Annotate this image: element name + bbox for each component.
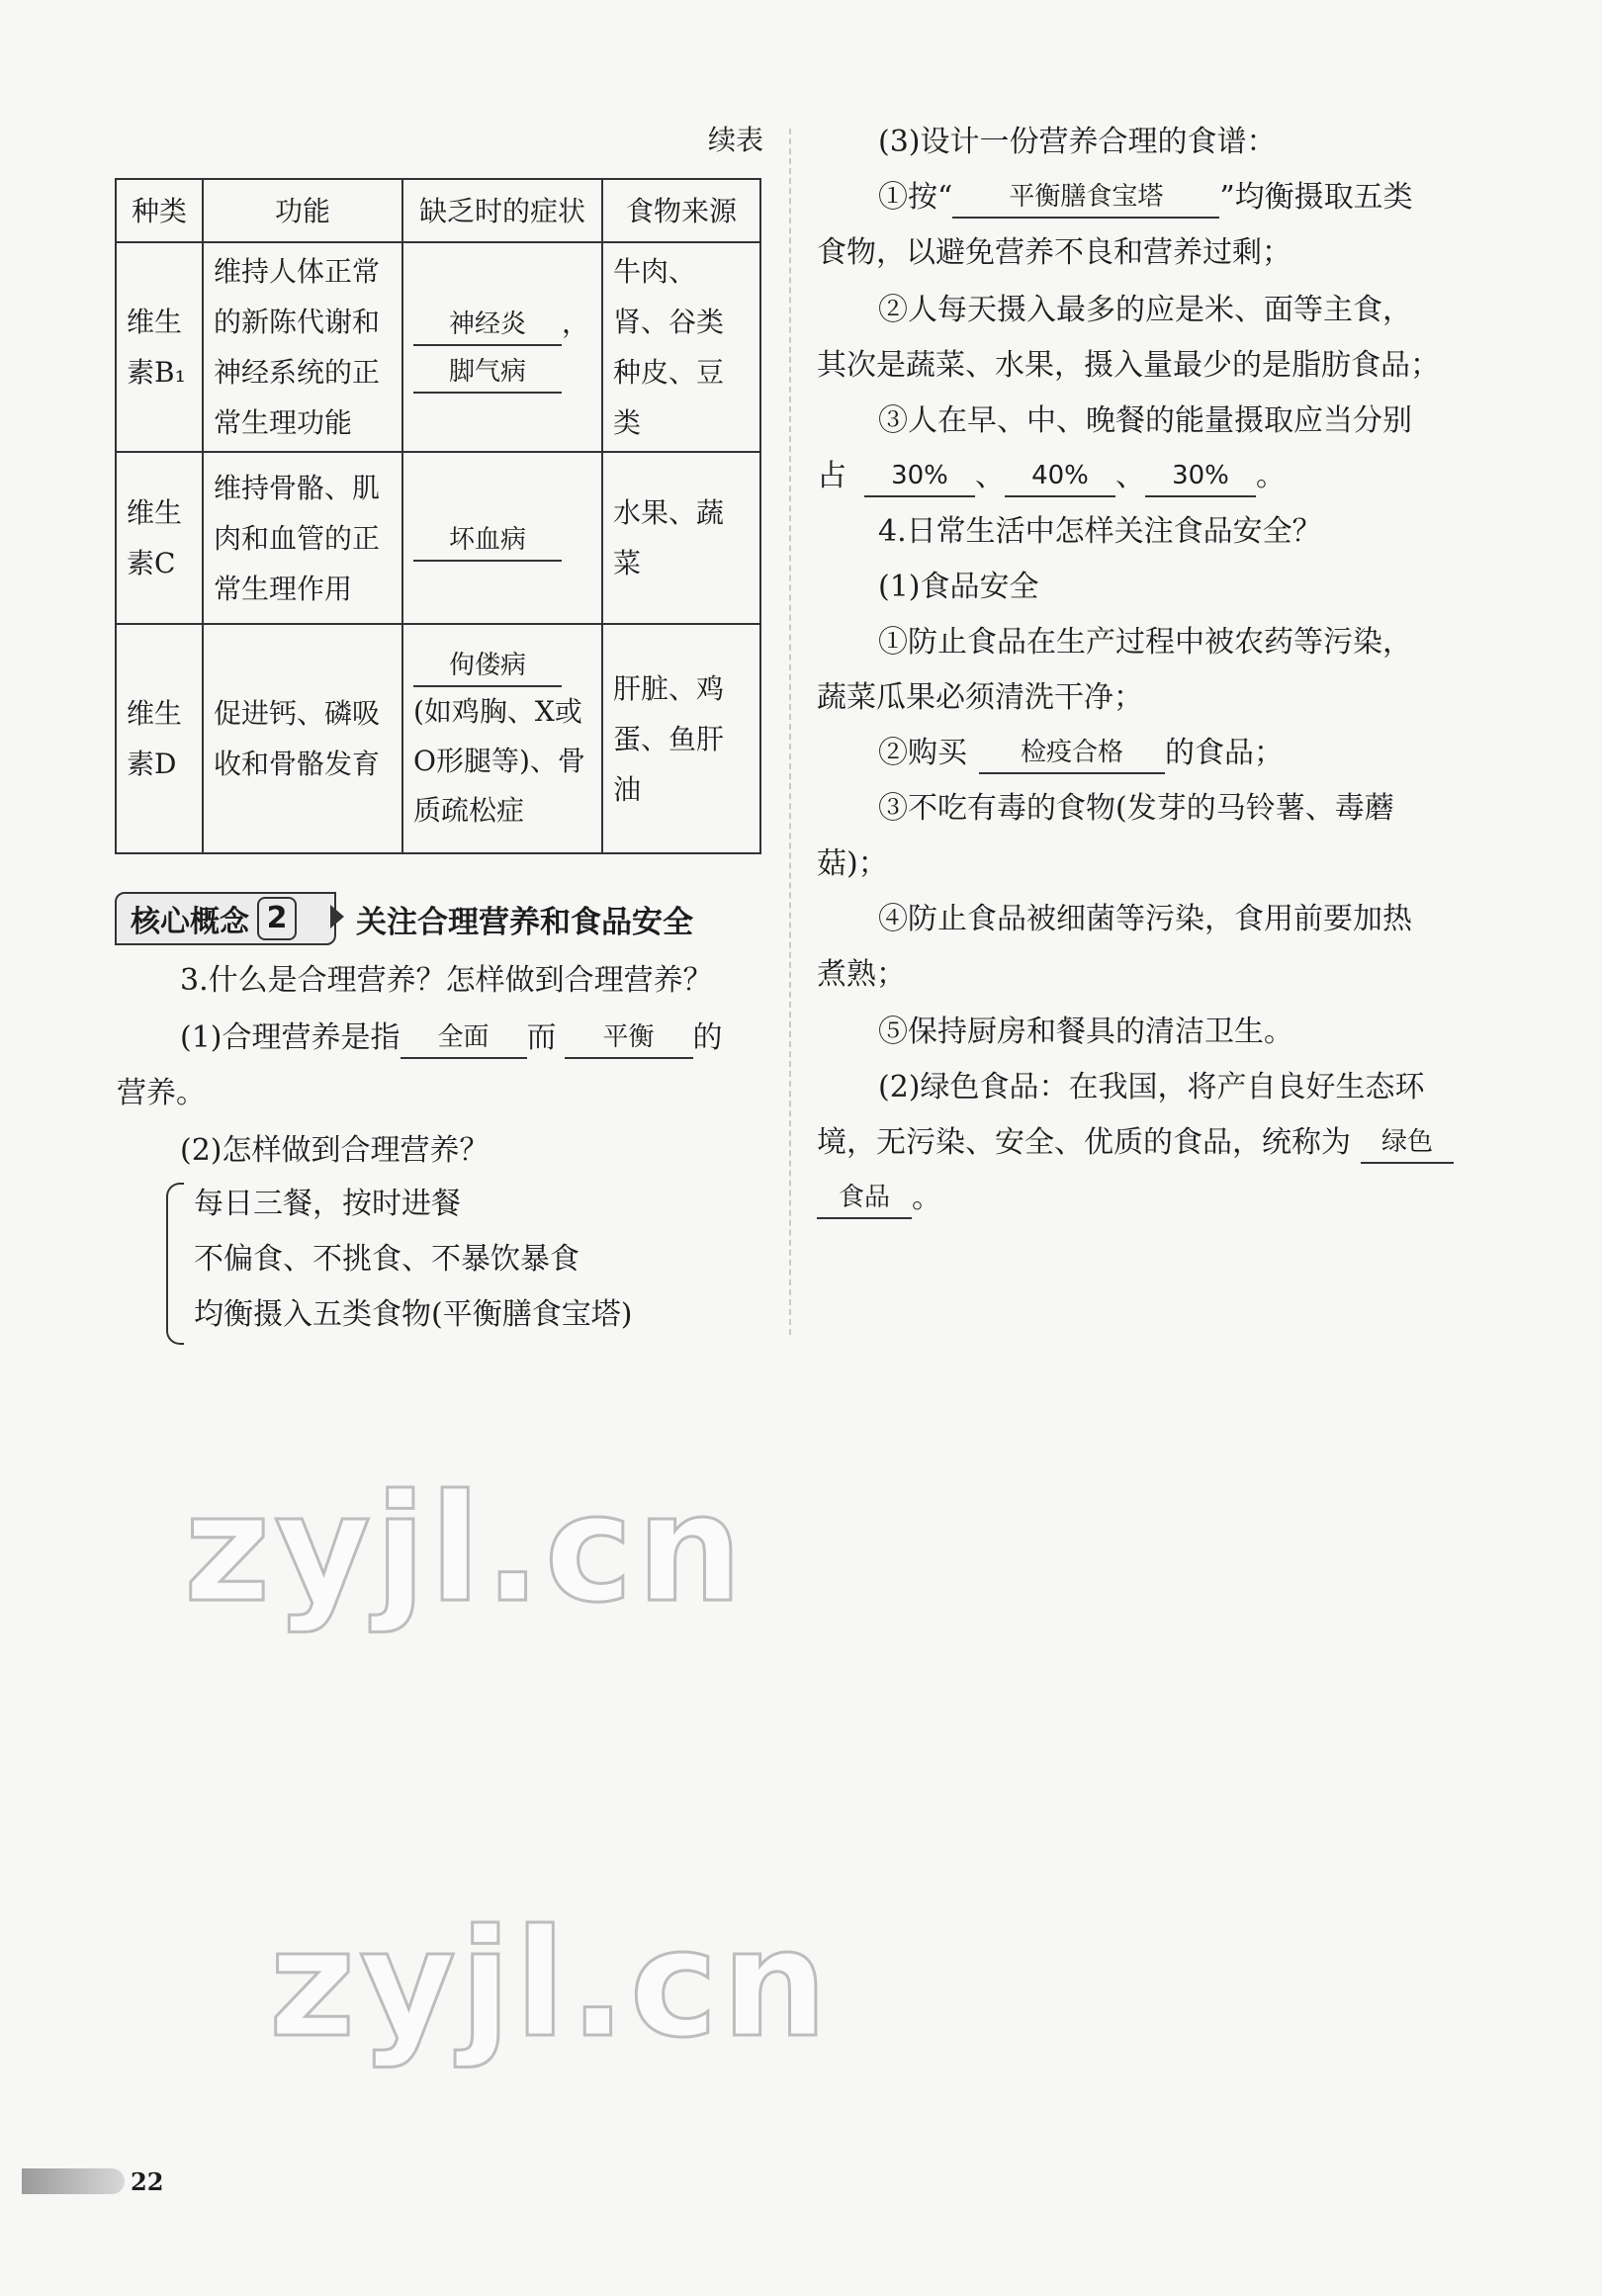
- cell-symptom: [402, 452, 602, 624]
- answer-blank: [1361, 1123, 1454, 1164]
- watermark: zyjl.cn: [269, 1899, 832, 2071]
- question-3: 3.什么是合理营养？怎样做到合理营养？: [180, 963, 713, 998]
- answer-blank: [979, 734, 1165, 774]
- answer-text: 40%: [1031, 461, 1089, 490]
- table-row: [116, 452, 760, 624]
- header-source: 食物来源: [602, 179, 760, 242]
- r-item1: [878, 178, 1413, 219]
- q3-part1: [180, 1018, 723, 1059]
- cell-source: 肝脏、鸡蛋、鱼肝油: [602, 624, 760, 853]
- text: 。: [1256, 459, 1286, 493]
- table-header-row: [116, 179, 760, 242]
- cell-kind: 维生素D: [116, 624, 203, 853]
- arrow-icon: [330, 905, 344, 928]
- q4-part1: (1)食品安全: [878, 570, 1039, 604]
- answer-blank: [565, 1018, 693, 1059]
- answer-blank: [864, 457, 975, 497]
- cell-kind: 维生素B₁: [116, 242, 203, 452]
- cell-function: 促进钙、磷吸收和骨骼发育: [203, 624, 402, 853]
- green-line1: (2)绿色食品：在我国，将产自良好生态环: [878, 1070, 1425, 1104]
- green-line2: [817, 1123, 1454, 1164]
- table-row: [116, 624, 760, 853]
- r-item3-line2: [817, 457, 1286, 497]
- text: 境，无污染、安全、优质的食品，统称为: [817, 1125, 1351, 1160]
- text: 、: [975, 459, 1005, 493]
- brace-item: 不偏食、不挑食、不暴饮暴食: [194, 1242, 579, 1277]
- cell-source: 牛肉、肾、谷类种皮、豆类: [602, 242, 760, 452]
- q3-part2: (2)怎样做到合理营养？: [180, 1133, 490, 1168]
- text: (1)合理营养是指: [180, 1020, 400, 1055]
- text: ”均衡摄取五类: [1219, 180, 1413, 215]
- text: 。: [912, 1181, 941, 1215]
- r-p3: (3)设计一份营养合理的食谱：: [878, 125, 1277, 159]
- r-item2-line1: ②人每天摄入最多的应是米、面等主食，: [878, 293, 1412, 327]
- answer-text: 30%: [891, 461, 948, 490]
- cell-function: 维持人体正常的新陈代谢和神经系统的正常生理功能: [203, 242, 402, 452]
- brace: [166, 1183, 184, 1345]
- text: 、: [1115, 459, 1145, 493]
- table-caption: 续表: [708, 124, 764, 156]
- answer-text: 食品: [838, 1183, 890, 1212]
- text: ②购买: [878, 736, 967, 770]
- brace-item: 均衡摄入五类食物(平衡膳食宝塔): [194, 1297, 633, 1332]
- cell-symptom: [402, 624, 602, 853]
- watermark: zyjl.cn: [184, 1463, 747, 1635]
- answer-blank: 神经炎: [413, 305, 562, 346]
- core-concept-badge: [115, 892, 336, 945]
- answer-text: 平衡膳食宝塔: [1009, 182, 1164, 212]
- s1-line2: 蔬菜瓜果必须清洗干净；: [817, 680, 1143, 715]
- cell-source: 水果、蔬菜: [602, 452, 760, 624]
- s2: [878, 734, 1284, 774]
- answer-text: 全面: [437, 1022, 490, 1052]
- text: ①按“: [878, 180, 953, 215]
- header-function: 功能: [203, 179, 402, 242]
- s5: ⑤保持厨房和餐具的清洁卫生。: [878, 1015, 1293, 1049]
- answer-text: 绿色: [1380, 1127, 1433, 1157]
- answer-blank: 坏血病: [413, 520, 562, 562]
- answer-blank: 脚气病: [413, 352, 562, 394]
- text: 占: [817, 459, 846, 493]
- core-label: 核心概念: [131, 905, 249, 939]
- answer-blank: [1145, 457, 1256, 497]
- header-symptom: 缺乏时的症状: [402, 179, 602, 242]
- answer-blank: [952, 178, 1219, 219]
- r-item2-line2: 其次是蔬菜、水果，摄入量最少的是脂肪食品；: [817, 348, 1440, 383]
- brace-item: 每日三餐，按时进餐: [194, 1187, 461, 1221]
- s4-line2: 煮熟；: [817, 957, 906, 992]
- separator: ，: [562, 307, 590, 339]
- s3-line2: 菇)；: [817, 846, 888, 881]
- s1-line1: ①防止食品在生产过程中被农药等污染，: [878, 625, 1412, 660]
- answer-text: 平衡: [602, 1022, 655, 1052]
- header-kind: 种类: [116, 179, 203, 242]
- cell-kind: 维生素C: [116, 452, 203, 624]
- answer-text: 检疫合格: [1020, 738, 1123, 767]
- cell-function: 维持骨骼、肌肉和血管的正常生理作用: [203, 452, 402, 624]
- text: 的食品；: [1165, 736, 1284, 770]
- page-tab: [22, 2168, 125, 2194]
- page-number: 22: [131, 2167, 164, 2196]
- q3-part1-line2: 营养。: [117, 1076, 206, 1110]
- text: 而: [526, 1020, 557, 1055]
- answer-text: 30%: [1172, 461, 1229, 490]
- text: 的: [692, 1020, 723, 1055]
- r-item3-line1: ③人在早、中、晚餐的能量摄取应当分别: [878, 403, 1412, 438]
- core-number: 2: [257, 897, 297, 940]
- answer-blank: [1005, 457, 1115, 497]
- core-title: 关注合理营养和食品安全: [356, 905, 693, 940]
- table-row: [116, 242, 760, 452]
- s3-line1: ③不吃有毒的食物(发芽的马铃薯、毒蘑: [878, 791, 1394, 826]
- answer-blank: [817, 1179, 912, 1219]
- question-4: 4.日常生活中怎样关注食品安全？: [878, 514, 1322, 549]
- s4-line1: ④防止食品被细菌等污染，食用前要加热: [878, 902, 1412, 936]
- symptom-text: (如鸡胸、X或O形腿等)、骨质疏松症: [413, 694, 585, 827]
- answer-blank: [400, 1018, 527, 1059]
- answer-blank: 佝偻病: [413, 646, 562, 687]
- green-line3: [817, 1179, 941, 1219]
- r-item1-line2: 食物，以避免营养不良和营养过剩；: [817, 235, 1291, 270]
- column-divider: [789, 129, 791, 1335]
- vitamin-table: [115, 178, 761, 854]
- cell-symptom: [402, 242, 602, 452]
